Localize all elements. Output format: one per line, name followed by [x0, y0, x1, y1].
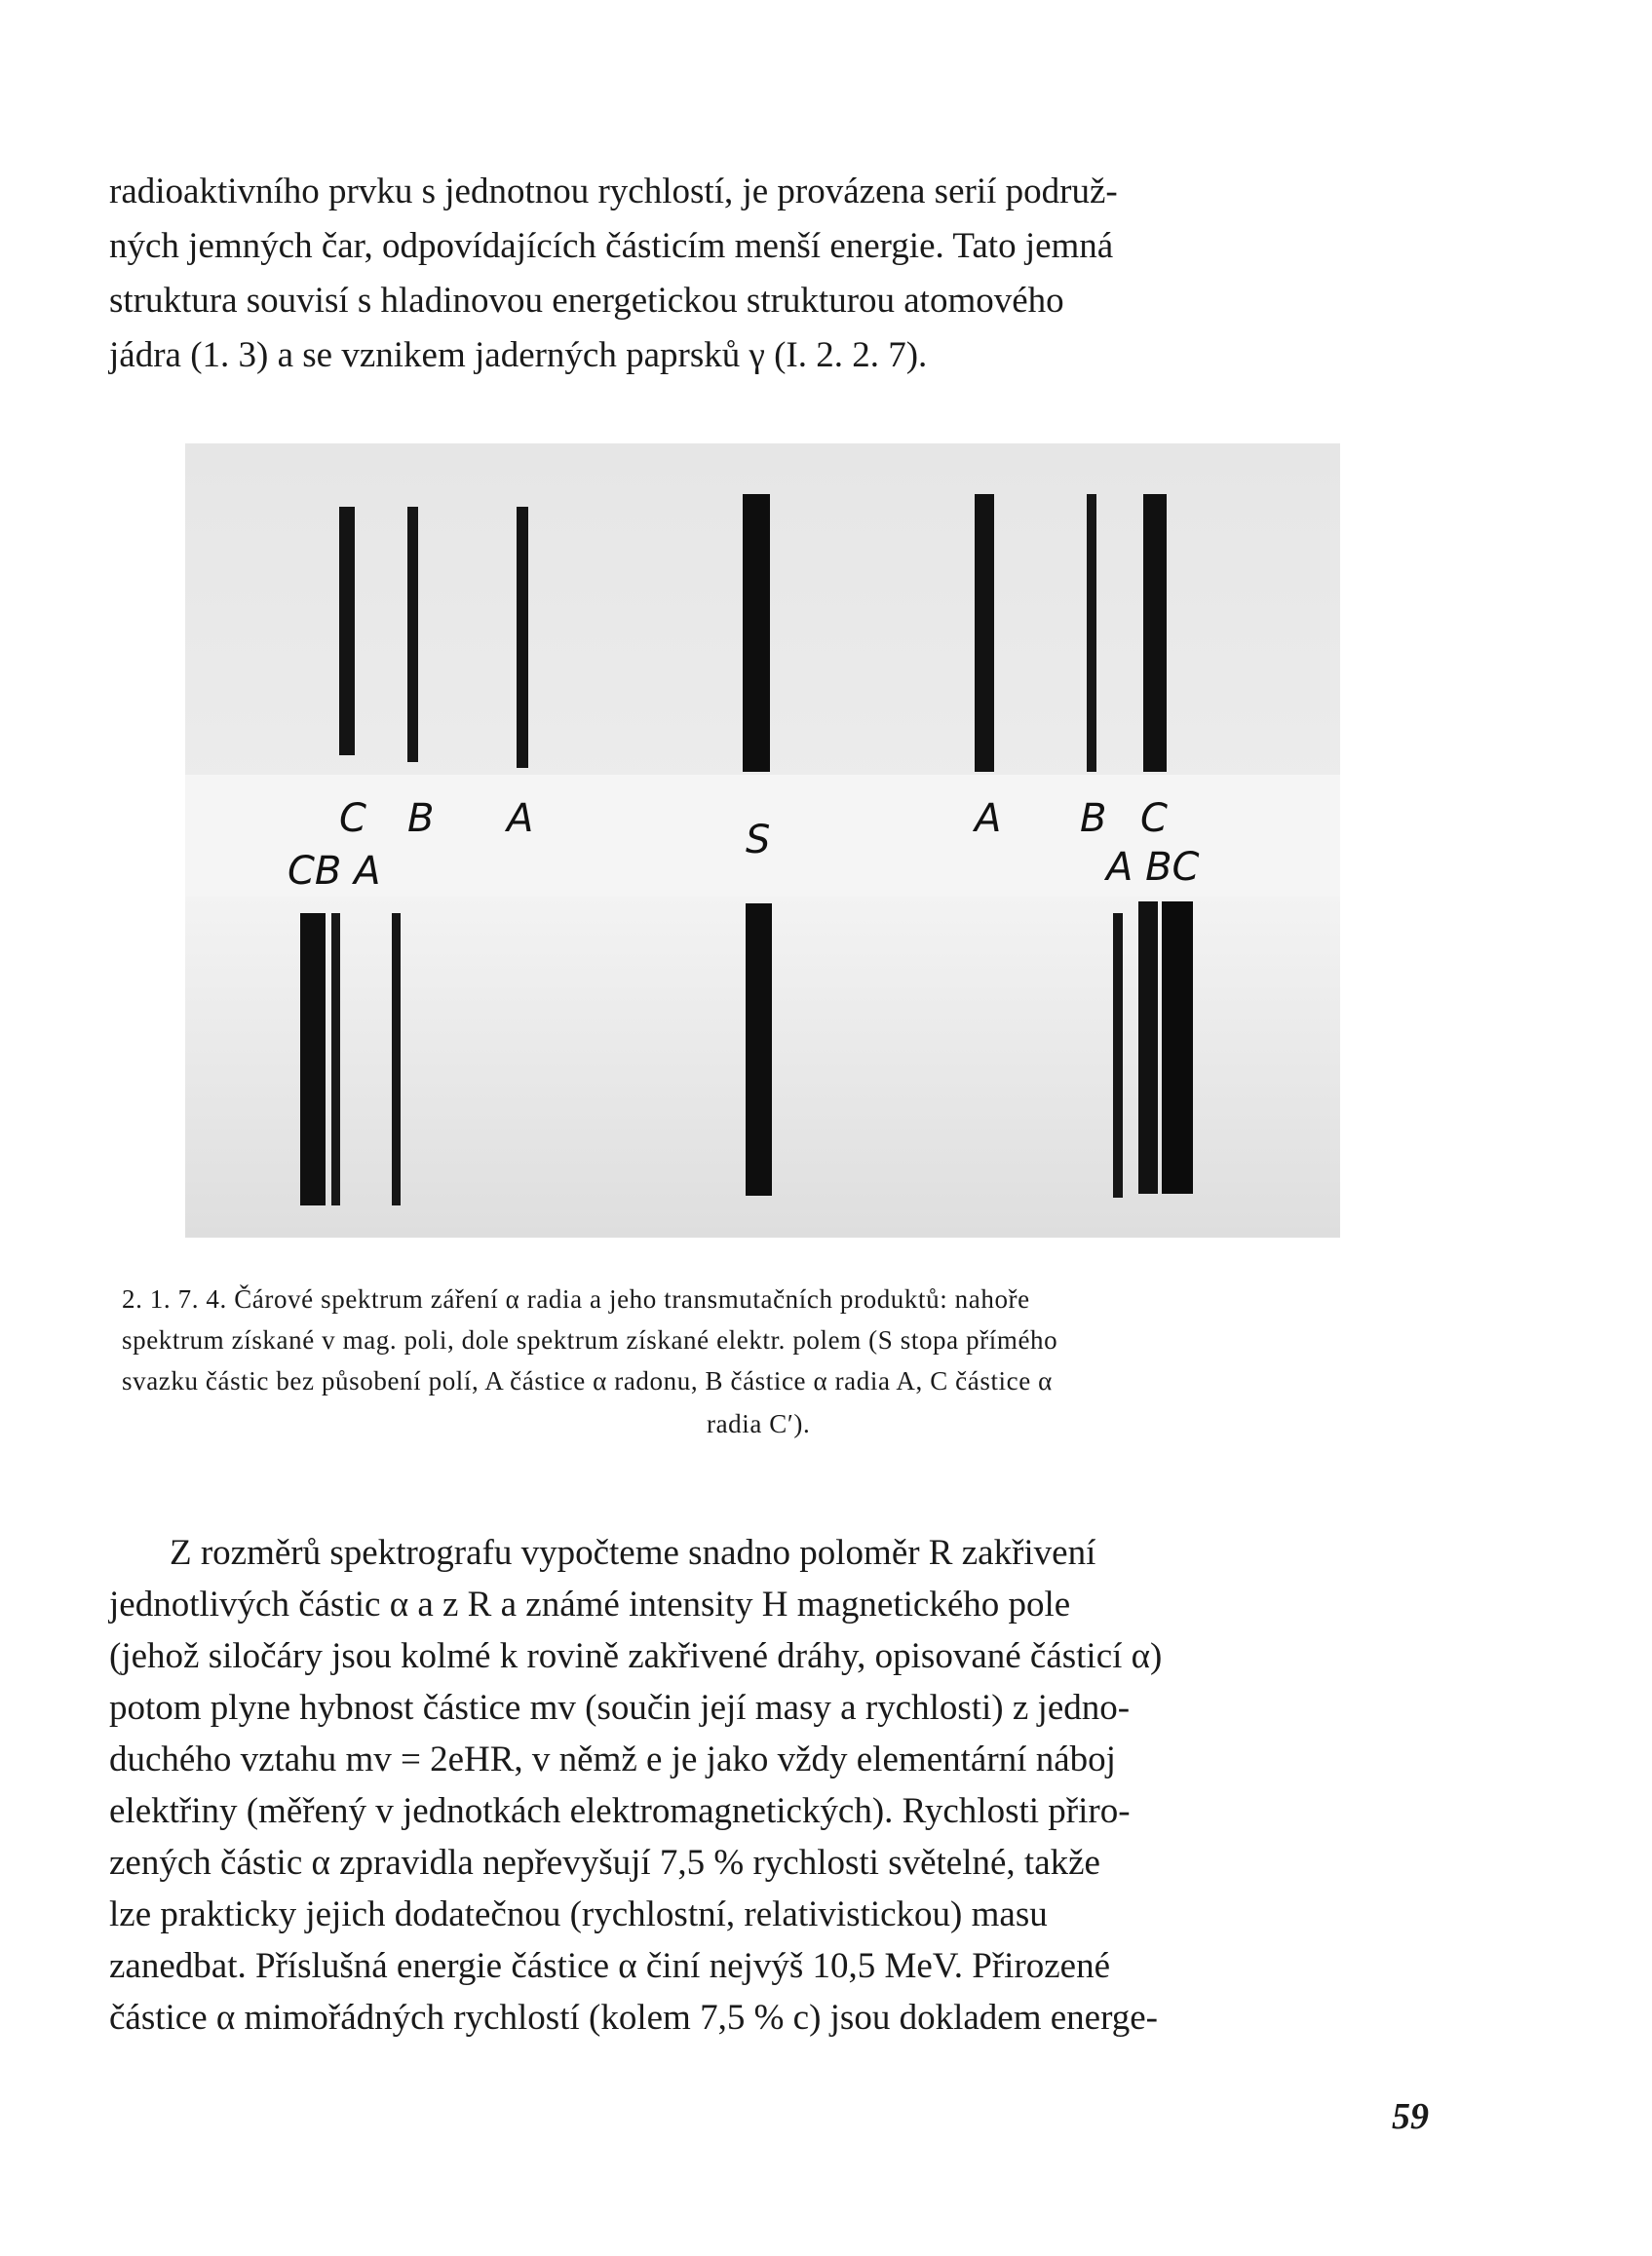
text-line: radioaktivního prvku s jednotnou rychlostí, je provázena serií podruž- — [109, 172, 1118, 211]
line-B-upper-left — [407, 507, 418, 762]
main-paragraph — [109, 1535, 1435, 2081]
top-paragraph — [109, 173, 1415, 398]
line-C-upper-right — [1143, 494, 1167, 772]
line-A-upper-left — [517, 507, 528, 768]
caption-line: 2. 1. 7. 4. Čárové spektrum záření α radia a jeho transmutačních produktů: nahoře — [122, 1284, 1030, 1314]
label-ABC-bottom-right: A BC — [1106, 845, 1200, 890]
text-line: struktura souvisí s hladinovou energetickou strukturou atomového — [109, 281, 1064, 321]
line-B-upper-right — [1087, 494, 1096, 772]
figure-caption — [122, 1284, 1394, 1450]
line-C-lower-right — [1162, 901, 1193, 1194]
label-B-top-left: B — [407, 796, 435, 841]
text-line: částice α mimořádných rychlostí (kolem 7,5 % c) jsou dokladem energe- — [109, 1998, 1158, 2038]
line-S-lower — [746, 903, 772, 1196]
line-B-lower-left — [331, 913, 340, 1205]
text-line: elektřiny (měřený v jednotkách elektromagnetických). Rychlosti přiro- — [109, 1791, 1131, 1831]
label-C-top-right: C — [1140, 796, 1168, 841]
spectrum-photo — [185, 443, 1340, 1238]
caption-line: svazku částic bez působení polí, A částice α radonu, B částice α radia A, C částice α — [122, 1366, 1053, 1396]
text-line: jádra (1. 3) a se vznikem jaderných paprsků γ (I. 2. 2. 7). — [109, 335, 928, 375]
label-CBA-bottom-left: CB A — [288, 849, 381, 894]
label-S: S — [746, 818, 771, 862]
text-line: duchého vztahu mv = 2eHR, v němž e je jako vždy elementární náboj — [109, 1740, 1116, 1779]
text-line: (jehož siločáry jsou kolmé k rovině zakřivené dráhy, opisované částicí α) — [109, 1636, 1163, 1676]
line-B-lower-right — [1138, 901, 1158, 1194]
label-A-top-left: A — [507, 796, 534, 841]
line-C-upper-left — [339, 507, 355, 755]
text-line: lze prakticky jejich dodatečnou (rychlostní, relativistickou) masu — [109, 1894, 1048, 1934]
caption-line: spektrum získané v mag. poli, dole spektrum získané elektr. polem (S stopa přímého — [122, 1325, 1058, 1355]
text-line: potom plyne hybnost částice mv (součin její masy a rychlosti) z jedno- — [109, 1688, 1131, 1728]
page-number: 59 — [1392, 2096, 1429, 2137]
label-A-top-right: A — [975, 796, 1002, 841]
line-S-upper — [743, 494, 770, 772]
label-C-top-left: C — [339, 796, 366, 841]
line-A-lower-right — [1113, 913, 1123, 1198]
line-C-lower-left — [300, 913, 326, 1205]
text-line: jednotlivých částic α a z R a známé intensity H magnetického pole — [109, 1585, 1071, 1625]
text-line: ných jemných čar, odpovídajících částicím menší energie. Tato jemná — [109, 226, 1114, 266]
line-A-upper-right — [975, 494, 994, 772]
text-line: zanedbat. Příslušná energie částice α činí nejvýš 10,5 MeV. Přirozené — [109, 1946, 1111, 1986]
spectrum-figure — [185, 443, 1340, 1238]
line-A-lower-left — [392, 913, 401, 1205]
text-line: Z rozměrů spektrografu vypočteme snadno poloměr R zakřivení — [170, 1533, 1096, 1573]
text-line: zených částic α zpravidla nepřevyšují 7,5 % rychlosti světelné, takže — [109, 1843, 1100, 1883]
caption-line: radia C′). — [707, 1409, 811, 1438]
label-B-top-right: B — [1080, 796, 1107, 841]
